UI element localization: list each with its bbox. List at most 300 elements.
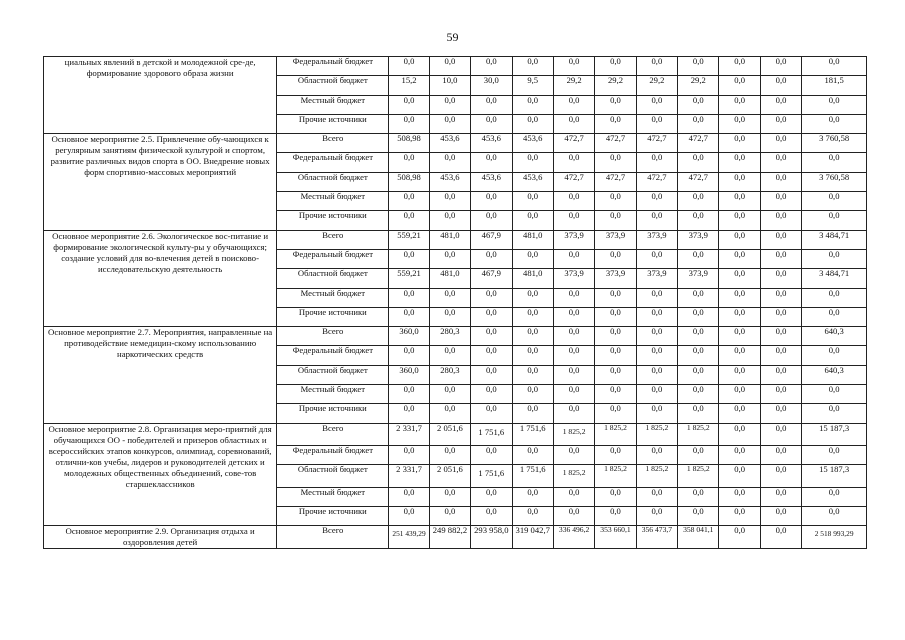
table-cell: 0,0 [512, 114, 553, 133]
table-cell: 0,0 [471, 307, 512, 326]
table-cell: 0,0 [471, 249, 512, 268]
table-cell: 1 751,6 [471, 465, 512, 487]
table-cell: 0,0 [719, 134, 760, 153]
table-cell: 1 825,2 [553, 465, 594, 487]
table-cell: 0,0 [595, 327, 636, 346]
table-cell: 373,9 [553, 230, 594, 249]
table-cell: 0,0 [760, 487, 801, 506]
table-cell: 0,0 [512, 57, 553, 76]
table-cell: 0,0 [719, 211, 760, 230]
table-cell: 0,0 [636, 95, 677, 114]
table-cell: 0,0 [471, 288, 512, 307]
table-cell: 0,0 [802, 114, 867, 133]
table-cell: 0,0 [678, 57, 719, 76]
table-cell: 0,0 [636, 307, 677, 326]
table-cell: 0,0 [512, 487, 553, 506]
table-cell: 0,0 [429, 445, 470, 464]
table-cell: 0,0 [471, 487, 512, 506]
table-cell: 0,0 [471, 153, 512, 172]
table-cell: 2 331,7 [389, 423, 429, 445]
table-cell: 0,0 [429, 249, 470, 268]
table-cell: 0,0 [512, 192, 553, 211]
table-cell: 0,0 [719, 385, 760, 404]
table-cell: 0,0 [719, 95, 760, 114]
table-cell: 0,0 [512, 249, 553, 268]
table-cell: 0,0 [802, 249, 867, 268]
table-row [44, 57, 867, 76]
table-cell: 0,0 [678, 192, 719, 211]
funding-source: Федеральный бюджет [277, 57, 389, 76]
table-cell: 0,0 [802, 346, 867, 365]
table-cell: 0,0 [553, 57, 594, 76]
table-cell: 0,0 [429, 404, 470, 423]
table-cell: 0,0 [553, 249, 594, 268]
table-body [44, 57, 867, 549]
table-cell: 1 825,2 [636, 465, 677, 487]
table-cell: 0,0 [429, 114, 470, 133]
table-cell: 472,7 [678, 134, 719, 153]
table-cell: 0,0 [389, 114, 429, 133]
table-cell: 0,0 [512, 506, 553, 525]
table-cell: 1 825,2 [678, 423, 719, 445]
table-cell: 0,0 [760, 506, 801, 525]
table-cell: 0,0 [389, 57, 429, 76]
table-cell: 336 496,2 [553, 526, 594, 549]
table-cell: 0,0 [471, 114, 512, 133]
funding-source: Местный бюджет [277, 385, 389, 404]
table-cell: 0,0 [678, 365, 719, 384]
table-cell: 0,0 [595, 211, 636, 230]
table-cell: 373,9 [636, 269, 677, 288]
table-cell: 373,9 [636, 230, 677, 249]
table-cell: 0,0 [553, 365, 594, 384]
table-cell: 0,0 [760, 445, 801, 464]
table-cell: 0,0 [471, 404, 512, 423]
table-cell: 29,2 [678, 76, 719, 95]
activity-description: Основное мероприятие 2.8. Организация меро-приятий для обучающихся ОО - победителей и призеров областных и всероссийских этапов конкурсов, олимпиад, соревнований, отлични-ков учебы, лидеров и руководителей детских и молодежных общественных объединений, сове-тов старшеклассников [44, 423, 277, 525]
table-cell: 280,3 [429, 327, 470, 346]
funding-source: Местный бюджет [277, 95, 389, 114]
table-cell: 0,0 [512, 385, 553, 404]
table-cell: 481,0 [512, 269, 553, 288]
table-cell: 0,0 [471, 211, 512, 230]
table-cell: 0,0 [553, 288, 594, 307]
funding-source: Всего [277, 526, 389, 549]
table-cell: 472,7 [636, 134, 677, 153]
table-cell: 0,0 [429, 307, 470, 326]
table-cell: 3 760,58 [802, 134, 867, 153]
table-cell: 0,0 [802, 487, 867, 506]
table-cell: 0,0 [719, 269, 760, 288]
table-cell: 508,98 [389, 172, 429, 191]
table-cell: 453,6 [512, 134, 553, 153]
table-cell: 0,0 [471, 445, 512, 464]
table-cell: 0,0 [389, 211, 429, 230]
table-cell: 0,0 [636, 346, 677, 365]
table-cell: 0,0 [760, 423, 801, 445]
funding-source: Федеральный бюджет [277, 153, 389, 172]
table-cell: 2 331,7 [389, 465, 429, 487]
table-cell: 0,0 [719, 172, 760, 191]
table-cell: 0,0 [802, 404, 867, 423]
table-cell: 0,0 [389, 445, 429, 464]
table-cell: 0,0 [678, 307, 719, 326]
table-cell: 1 825,2 [553, 423, 594, 445]
table-cell: 0,0 [389, 95, 429, 114]
table-cell: 0,0 [636, 153, 677, 172]
table-cell: 0,0 [760, 172, 801, 191]
table-cell: 0,0 [553, 506, 594, 525]
table-cell: 0,0 [429, 57, 470, 76]
table-cell: 0,0 [429, 487, 470, 506]
table-cell: 0,0 [553, 404, 594, 423]
table-cell: 0,0 [636, 404, 677, 423]
table-cell: 453,6 [471, 172, 512, 191]
funding-source: Федеральный бюджет [277, 445, 389, 464]
table-cell: 0,0 [760, 95, 801, 114]
table-cell: 251 439,29 [389, 526, 429, 549]
table-cell: 10,0 [429, 76, 470, 95]
table-cell: 0,0 [760, 57, 801, 76]
table-cell: 472,7 [595, 134, 636, 153]
table-cell: 453,6 [429, 134, 470, 153]
page-number: 59 [446, 30, 459, 44]
table-cell: 0,0 [719, 57, 760, 76]
table-cell: 453,6 [512, 172, 553, 191]
table-cell: 472,7 [636, 172, 677, 191]
table-cell: 0,0 [678, 95, 719, 114]
table-row [44, 230, 867, 249]
table-cell: 29,2 [636, 76, 677, 95]
table-cell: 0,0 [636, 192, 677, 211]
table-cell: 0,0 [471, 365, 512, 384]
table-cell: 0,0 [553, 153, 594, 172]
funding-source: Местный бюджет [277, 487, 389, 506]
table-cell: 29,2 [595, 76, 636, 95]
funding-source: Федеральный бюджет [277, 346, 389, 365]
funding-source: Прочие источники [277, 114, 389, 133]
table-cell: 0,0 [429, 385, 470, 404]
table-cell: 1 751,6 [512, 423, 553, 445]
table-cell: 0,0 [678, 487, 719, 506]
funding-source: Областной бюджет [277, 365, 389, 384]
table-cell: 0,0 [636, 506, 677, 525]
table-cell: 293 958,0 [471, 526, 512, 549]
activity-description: Основное мероприятие 2.9. Организация отдыха и оздоровления детей [44, 526, 277, 549]
table-cell: 0,0 [760, 114, 801, 133]
table-cell: 0,0 [512, 404, 553, 423]
table-cell: 15,2 [389, 76, 429, 95]
table-row [44, 134, 867, 153]
table-cell: 0,0 [595, 95, 636, 114]
table-cell: 472,7 [553, 172, 594, 191]
table-cell: 0,0 [595, 57, 636, 76]
table-cell: 1 751,6 [471, 423, 512, 445]
table-cell: 29,2 [553, 76, 594, 95]
activity-description: циальных явлений в детской и молодежной сре-де, формирование здорового образа жизни [44, 57, 277, 134]
table-cell: 0,0 [471, 327, 512, 346]
table-cell: 0,0 [595, 365, 636, 384]
table-cell: 0,0 [636, 249, 677, 268]
table-cell: 0,0 [760, 404, 801, 423]
table-cell: 640,3 [802, 365, 867, 384]
table-cell: 0,0 [512, 346, 553, 365]
table-cell: 0,0 [389, 385, 429, 404]
table-cell: 373,9 [678, 269, 719, 288]
table-cell: 0,0 [760, 346, 801, 365]
table-cell: 0,0 [719, 153, 760, 172]
table-cell: 0,0 [553, 385, 594, 404]
table-cell: 0,0 [636, 365, 677, 384]
table-cell: 0,0 [595, 153, 636, 172]
funding-source: Всего [277, 423, 389, 445]
table-cell: 0,0 [553, 487, 594, 506]
table-cell: 0,0 [760, 192, 801, 211]
table-cell: 0,0 [802, 192, 867, 211]
table-cell: 0,0 [719, 249, 760, 268]
table-cell: 0,0 [595, 307, 636, 326]
table-cell: 0,0 [389, 346, 429, 365]
table-cell: 0,0 [429, 288, 470, 307]
table-cell: 0,0 [389, 249, 429, 268]
budget-table [43, 56, 867, 549]
table-cell: 0,0 [512, 95, 553, 114]
table-cell: 0,0 [678, 114, 719, 133]
table-cell: 0,0 [760, 269, 801, 288]
activity-description: Основное мероприятие 2.5. Привлечение обу-чающихся к регулярным занятиям физической культурой и спортом, развитие различных видов спорта в ОО. Внедрение новых форм спортивно-массовых мероприятий [44, 134, 277, 230]
table-cell: 481,0 [512, 230, 553, 249]
table-cell: 373,9 [553, 269, 594, 288]
table-cell: 0,0 [678, 153, 719, 172]
table-cell: 481,0 [429, 230, 470, 249]
table-cell: 0,0 [760, 288, 801, 307]
funding-source: Областной бюджет [277, 76, 389, 95]
table-cell: 358 041,1 [678, 526, 719, 549]
table-cell: 0,0 [512, 288, 553, 307]
table-cell: 0,0 [678, 506, 719, 525]
table-cell: 0,0 [678, 346, 719, 365]
table-cell: 0,0 [389, 288, 429, 307]
table-cell: 0,0 [802, 288, 867, 307]
table-cell: 9,5 [512, 76, 553, 95]
table-cell: 0,0 [719, 445, 760, 464]
activity-description: Основное мероприятие 2.6. Экологическое вос-питание и формирование экологической культу-ры у обучающихся; создание условий для во-влечения детей в поисково-исследовательскую деятельность [44, 230, 277, 326]
table-cell: 0,0 [636, 487, 677, 506]
table-cell: 3 760,58 [802, 172, 867, 191]
table-cell: 360,0 [389, 327, 429, 346]
table-row [44, 327, 867, 346]
table-cell: 0,0 [553, 114, 594, 133]
funding-source: Федеральный бюджет [277, 249, 389, 268]
table-cell: 0,0 [760, 230, 801, 249]
table-cell: 0,0 [760, 211, 801, 230]
table-cell: 0,0 [595, 288, 636, 307]
table-cell: 0,0 [719, 76, 760, 95]
funding-source: Всего [277, 327, 389, 346]
table-cell: 15 187,3 [802, 465, 867, 487]
table-cell: 0,0 [678, 385, 719, 404]
funding-source: Всего [277, 230, 389, 249]
table-cell: 0,0 [389, 307, 429, 326]
table-cell: 0,0 [802, 95, 867, 114]
table-cell: 0,0 [429, 211, 470, 230]
table-cell: 30,0 [471, 76, 512, 95]
table-cell: 0,0 [760, 307, 801, 326]
table-cell: 0,0 [471, 192, 512, 211]
table-cell: 0,0 [389, 487, 429, 506]
table-cell: 0,0 [802, 445, 867, 464]
table-cell: 0,0 [678, 327, 719, 346]
table-cell: 0,0 [389, 192, 429, 211]
table-cell: 0,0 [719, 230, 760, 249]
table-cell: 0,0 [512, 153, 553, 172]
table-cell: 472,7 [595, 172, 636, 191]
table-cell: 0,0 [760, 249, 801, 268]
table-cell: 319 042,7 [512, 526, 553, 549]
table-cell: 0,0 [595, 385, 636, 404]
table-cell: 0,0 [719, 487, 760, 506]
table-cell: 0,0 [678, 249, 719, 268]
table-cell: 453,6 [429, 172, 470, 191]
table-cell: 280,3 [429, 365, 470, 384]
table-cell: 0,0 [471, 385, 512, 404]
funding-source: Прочие источники [277, 506, 389, 525]
table-cell: 467,9 [471, 230, 512, 249]
table-cell: 373,9 [595, 269, 636, 288]
table-cell: 0,0 [512, 365, 553, 384]
table-cell: 0,0 [678, 404, 719, 423]
table-cell: 0,0 [760, 327, 801, 346]
table-cell: 0,0 [553, 346, 594, 365]
table-cell: 640,3 [802, 327, 867, 346]
table-cell: 472,7 [553, 134, 594, 153]
table-cell: 2 051,6 [429, 465, 470, 487]
table-cell: 3 484,71 [802, 269, 867, 288]
table-cell: 0,0 [595, 487, 636, 506]
table-cell: 0,0 [636, 211, 677, 230]
table-cell: 2 051,6 [429, 423, 470, 445]
funding-source: Областной бюджет [277, 172, 389, 191]
table-cell: 0,0 [802, 307, 867, 326]
table-cell: 0,0 [429, 506, 470, 525]
table-cell: 467,9 [471, 269, 512, 288]
table-cell: 481,0 [429, 269, 470, 288]
table-cell: 0,0 [760, 526, 801, 549]
table-cell: 0,0 [553, 95, 594, 114]
table-cell: 0,0 [760, 76, 801, 95]
table-cell: 1 825,2 [595, 423, 636, 445]
table-cell: 0,0 [719, 288, 760, 307]
table-cell: 559,21 [389, 269, 429, 288]
table-cell: 0,0 [553, 192, 594, 211]
table-cell: 353 660,1 [595, 526, 636, 549]
table-cell: 0,0 [595, 249, 636, 268]
table-cell: 0,0 [636, 114, 677, 133]
table-cell: 0,0 [802, 57, 867, 76]
activity-description: Основное мероприятие 2.7. Мероприятия, направленные на противодействие немедицин-скому использованию наркотических средств [44, 327, 277, 423]
table-cell: 373,9 [595, 230, 636, 249]
table-cell: 0,0 [719, 423, 760, 445]
table-cell: 0,0 [760, 465, 801, 487]
table-cell: 0,0 [760, 134, 801, 153]
table-cell: 0,0 [760, 385, 801, 404]
table-cell: 0,0 [719, 465, 760, 487]
table-cell: 0,0 [719, 404, 760, 423]
table-cell: 0,0 [389, 153, 429, 172]
table-cell: 0,0 [553, 307, 594, 326]
table-cell: 0,0 [595, 192, 636, 211]
table-cell: 0,0 [760, 153, 801, 172]
table-cell: 0,0 [802, 153, 867, 172]
table-cell: 0,0 [389, 404, 429, 423]
funding-source: Прочие источники [277, 404, 389, 423]
table-cell: 508,98 [389, 134, 429, 153]
funding-source: Областной бюджет [277, 269, 389, 288]
table-cell: 0,0 [429, 153, 470, 172]
table-cell: 559,21 [389, 230, 429, 249]
table-cell: 0,0 [719, 526, 760, 549]
table-cell: 249 882,2 [429, 526, 470, 549]
table-cell: 0,0 [595, 445, 636, 464]
table-cell: 0,0 [802, 385, 867, 404]
table-cell: 15 187,3 [802, 423, 867, 445]
table-cell: 0,0 [719, 307, 760, 326]
table-cell: 0,0 [678, 445, 719, 464]
table-cell: 0,0 [636, 327, 677, 346]
table-row [44, 423, 867, 445]
funding-source: Областной бюджет [277, 465, 389, 487]
table-cell: 373,9 [678, 230, 719, 249]
table-cell: 0,0 [802, 211, 867, 230]
table-cell: 0,0 [719, 192, 760, 211]
table-row [44, 526, 867, 549]
table-cell: 0,0 [595, 346, 636, 365]
table-cell: 0,0 [595, 506, 636, 525]
table-cell: 0,0 [471, 57, 512, 76]
table-cell: 0,0 [471, 506, 512, 525]
funding-source: Прочие источники [277, 307, 389, 326]
table-cell: 0,0 [719, 114, 760, 133]
table-cell: 2 518 993,29 [802, 526, 867, 549]
funding-source: Всего [277, 134, 389, 153]
table-cell: 0,0 [719, 506, 760, 525]
table-cell: 0,0 [719, 365, 760, 384]
table-cell: 0,0 [636, 445, 677, 464]
table-cell: 0,0 [512, 327, 553, 346]
table-cell: 181,5 [802, 76, 867, 95]
table-cell: 0,0 [553, 211, 594, 230]
table-cell: 0,0 [636, 288, 677, 307]
table-cell: 1 751,6 [512, 465, 553, 487]
table-cell: 0,0 [595, 114, 636, 133]
table-cell: 0,0 [678, 211, 719, 230]
table-cell: 0,0 [471, 95, 512, 114]
table-cell: 472,7 [678, 172, 719, 191]
table-cell: 3 484,71 [802, 230, 867, 249]
table-cell: 356 473,7 [636, 526, 677, 549]
table-cell: 0,0 [553, 445, 594, 464]
table-cell: 0,0 [429, 346, 470, 365]
table-cell: 0,0 [512, 307, 553, 326]
table-cell: 0,0 [636, 57, 677, 76]
table-cell: 0,0 [512, 445, 553, 464]
funding-source: Местный бюджет [277, 288, 389, 307]
table-cell: 0,0 [719, 327, 760, 346]
funding-source: Местный бюджет [277, 192, 389, 211]
table-cell: 0,0 [429, 95, 470, 114]
table-cell: 0,0 [636, 385, 677, 404]
table-cell: 1 825,2 [678, 465, 719, 487]
